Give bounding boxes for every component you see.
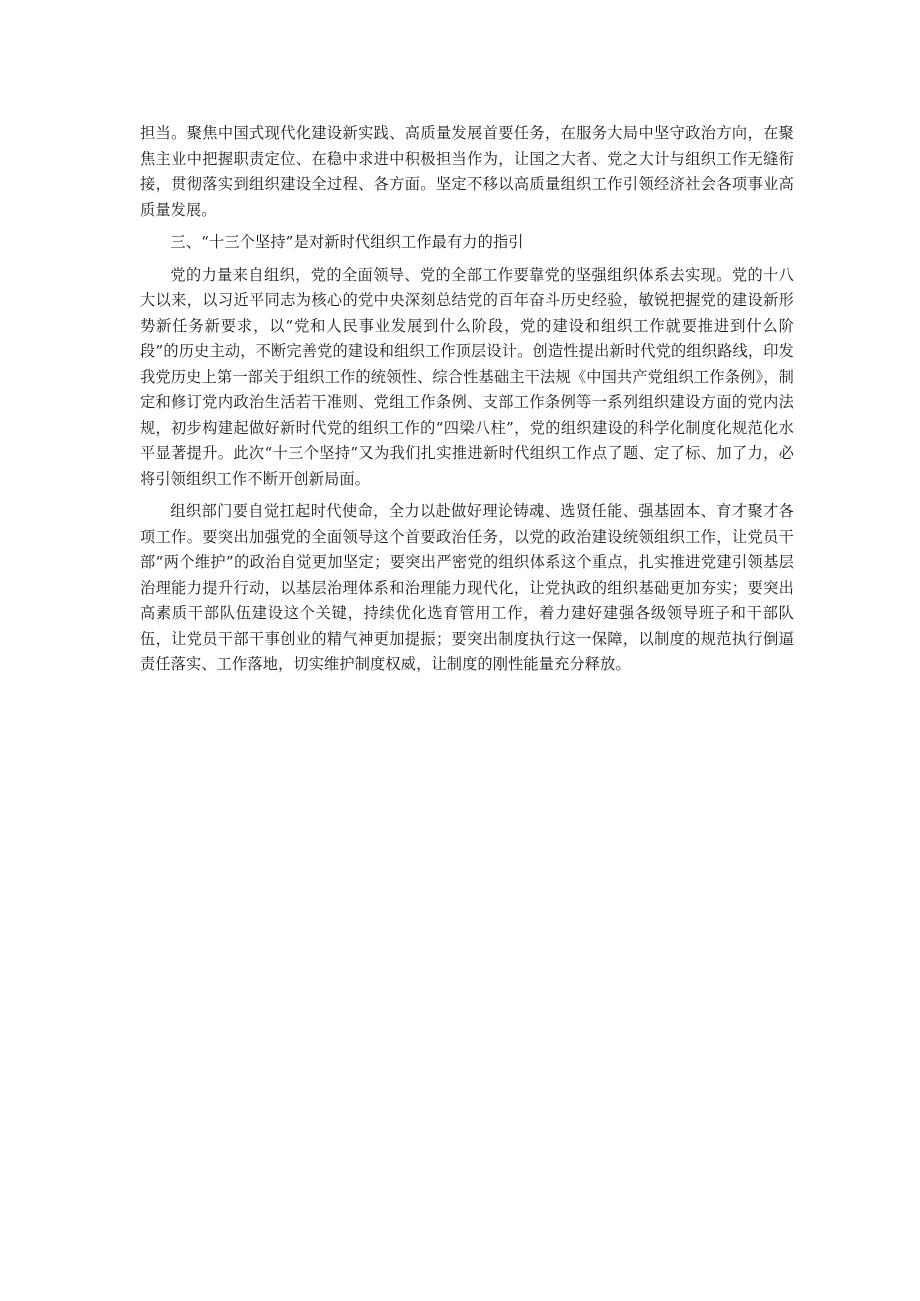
section-heading: 三、“十三个坚持”是对新时代组织工作最有力的指引 xyxy=(170,233,524,251)
paragraph-body: 党的力量来自组织，党的全面领导、党的全部工作要靠党的坚强组织体系去实现。党的十八大以来，以习近平同志为核心的党中央深刻总结党的百年奋斗历史经验，敏锐把握党的建设新形势新任务新要求，以“党和人民事业发展到什么阶段，党的建设和组织工作就要推进到什么阶段”的历史主动，不断完善党的建设和组织工作顶层设计。创造性提出新时代党的组织路线，印发我党历史上第一部关于组织工作的统领性、综合性基础主干法规《中国共产党组织工作条例》，制定和修订党内政治生活若干准则、党组工作条例、支部工作条例等一系列组织建设方面的党内法规，初步构建起做好新时代党的组织工作的“四梁八柱”，党的组织建设的科学化制度化规范化水平显著提升。此次“十三个坚持”又为我们扎实推进新时代组织工作点了题、定了标、加了力，必将引领组织工作不断开创新局面。 xyxy=(140,265,794,488)
paragraph-body: 组织部门要自觉扛起时代使命，全力以赴做好理论铸魂、选贤任能、强基固本、育才聚才各项工作。要突出加强党的全面领导这个首要政治任务，以党的政治建设统领组织工作，让党员干部“两个维护”的政治自觉更加坚定；要突出严密党的组织体系这个重点，扎实推进党建引领基层治理能力提升行动，以基层治理体系和治理能力现代化，让党执政的组织基础更加夯实；要突出高素质干部队伍建设这个关键，持续优化选育管用工作，着力建好建强各级领导班子和干部队伍，让党员干部干事创业的精气神更加提振；要突出制度执行这一保障，以制度的规范执行倒逼责任落实、工作落地，切实维护制度权威，让制度的刚性能量充分释放。 xyxy=(140,502,794,673)
paragraph-continuation: 担当。聚焦中国式现代化建设新实践、高质量发展首要任务，在服务大局中坚守政治方向，在聚焦主业中把握职责定位、在稳中求进中积极担当作为，让国之大者、党之大计与组织工作无缝衔接，贯彻落实到组织建设全过程、各方面。坚定不移以高质量组织工作引领经济社会各项事业高质量发展。 xyxy=(140,124,794,219)
document-body xyxy=(140,121,794,685)
